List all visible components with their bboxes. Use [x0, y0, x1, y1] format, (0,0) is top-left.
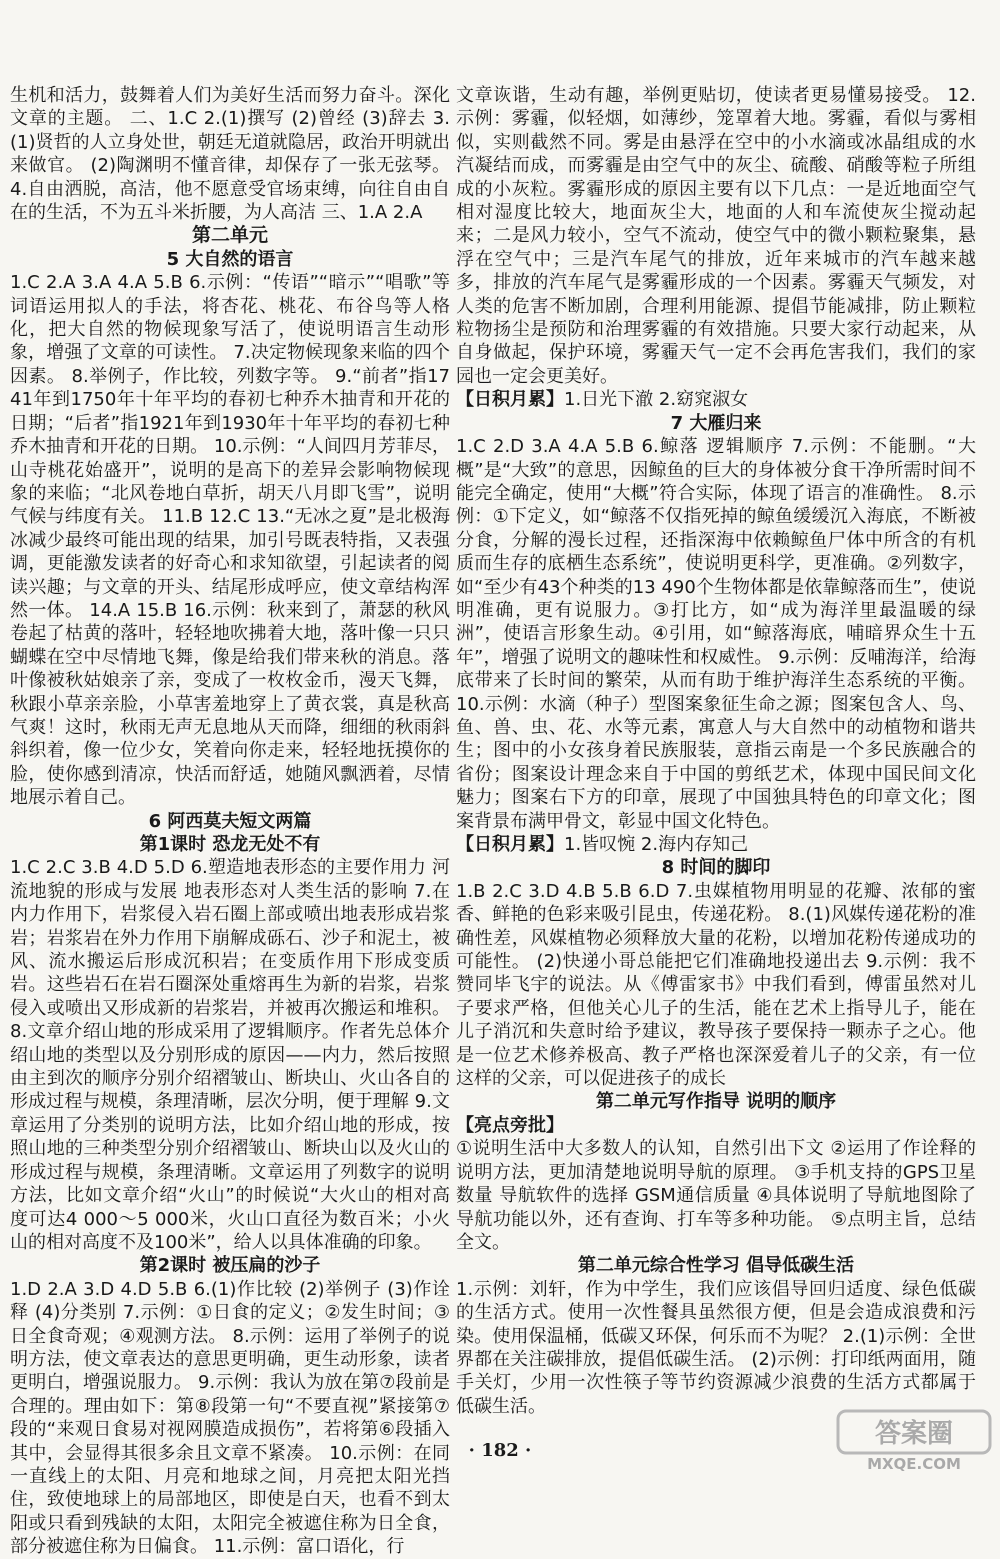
watermark-title: 答案圈: [874, 1419, 954, 1449]
daily-accumulation-1: [456, 388, 976, 411]
comprehensive-study-answers: 1.示例：刘轩，作为中学生，我们应该倡导回归适度、绿色低碳的生活方式。使用一次性餐具虽然很方便，但是会造成浪费和污染。使用保温桶，低碳又环保，何乐而不为呢？ 2.(1)示例：全世界都在关注碳排放，提倡低碳生活。 (2)示例：打印纸两面用，随手关灯，少用一次性筷子等节约资源减少浪费的生活方式都属于低碳生活。: [456, 1278, 976, 1417]
lesson6-period1-heading: 第1课时 恐龙无处不有: [139, 834, 321, 855]
lesson5-answers: 1.C 2.A 3.A 4.A 5.B 6.示例：“传语”“暗示”“唱歌”等词语运用拟人的手法，将杏花、桃花、布谷鸟等人格化，把大自然的物候现象写活了，使说明语言生动形象，增强了文章的可读性。 7.决定物候现象来临的四个因素。 8.举例子，作比较，列数字等。 9.“前者”指1741年到1750年十年平均的春初七种乔木抽青和开花的日期；“后者”指1921年到1930年十年平均的春初七种乔木抽青和开花的日期。 10.示例：“人间四月芳菲尽，山寺桃花始盛开”，说明的是高下的差异会影响物候现象的来临；“北风卷地白草折，胡天八月即飞雪”，说明气候与纬度有关。 11.B 12.C 13.“无冰之夏”是北极海冰减少最终可能出现的结果，加引号既表特指，又表强调，更能激发读者的好奇心和求知欲望，引起读者的阅读兴趣；与文章的开头、结尾形成呼应，使文章结构浑然一体。 14.A 15.B 16.示例：秋来到了，萧瑟的秋风卷起了枯黄的落叶，轻轻地吹拂着大地，落叶像一只只蝴蝶在空中尽情地飞舞，像是给我们带来秋的消息。落叶像被秋姑娘亲了亲，变成了一枚枚金币，漫天飞舞，秋跟小草亲亲脸，小草害羞地穿上了黄衣裳，真是秋高气爽！这时，秋雨无声无息地从天而降，细细的秋雨斜斜织着，像一位少女，笑着向你走来，轻轻地抚摸你的脸，使你感到清凉，快活而舒适，她随风飘洒着，尽情地展示着自己。: [10, 272, 450, 809]
highlight-notes-tag: 【亮点旁批】: [456, 1114, 564, 1136]
lesson7-answers: 1.C 2.D 3.A 4.A 5.B 6.鲸落 逻辑顺序 7.示例：不能删。“大概”是“大致”的意思，因鲸鱼的巨大的身体被分食干净所需时间不能完全确定，使用“大概”符合实际，体现了语言的准确性。 8.示例：①下定义，如“鲸落不仅指死掉的鲸鱼缓缓沉入海底，不断被分食，分解的漫长过程，还指深海中依赖鲸鱼尸体中所含的有机质而生存的底栖生态系统”，使说明更科学，更准确。②列数字，如“至少有43个种类的13 490个生物体都是依靠鲸落而生”，使说明准确，更有说服力。③打比方，如“成为海洋里最温暖的绿洲”，使语言形象生动。④引用，如“鲸落海底，哺暗界众生十五年”，增强了说明文的趣味性和权威性。 9.示例：反哺海洋，给海底带来了长时间的繁荣，从而有助于维护海洋生态系统的平衡。 10.示例：水滴（种子）型图案象征生命之源；图案包含人、鸟、鱼、兽、虫、花、水等元素，寓意人与大自然中的动植物和谐共生；图中的小女孩身着民族服装，意指云南是一个多民族融合的省份；图案设计理念来自于中国的剪纸艺术，体现中国民间文化魅力；图案右下方的印章，展现了中国独具特色的印章文化；图案背景布满甲骨文，彰显中国文化特色。: [456, 436, 976, 832]
watermark-logo: [834, 1409, 994, 1473]
lesson6-period2-answers-cont: 文章诙谐，生动有趣，举例更贴切，使读者更易懂易接受。 12.示例：雾霾，似轻烟，如薄纱，笼罩着大地。雾霾，看似与雾相似，实则截然不同。雾是由悬浮在空中的小水滴或冰晶组成的水汽凝结而成，而雾霾是由空气中的灰尘、硫酸、硝酸等粒子所组成的小灰粒。雾霾形成的原因主要有以下几点：一是近地面空气相对湿度比较大，地面灰尘大，地面的人和车流使灰尘搅动起来；二是风力较小，空气不流动，使空气中的微小颗粒聚集，悬浮在空气中；三是汽车尾气的排放，近年来城市的汽车越来越多，排放的汽车尾气是雾霾形成的一个因素。雾霾天气频发，对人类的危害不断加剧，合理利用能源、提倡节能减排，防止颗粒粒物扬尘是预防和治理雾霾的有效措施。只要大家行动起来，从自身做起，保护环境，雾霾天气一定不会再危害我们，我们的家园也一定会更美好。: [456, 85, 976, 387]
lesson8-heading: 8 时间的脚印: [661, 857, 771, 879]
daily-accumulation-text: 1.日光下澈 2.窈窕淑女: [564, 389, 749, 411]
lesson6-heading: 6 阿西莫夫短文两篇: [148, 810, 312, 832]
daily-accumulation-text: 1.皆叹惋 2.海内存知己: [564, 834, 749, 855]
lesson6-period2-answers: 1.D 2.A 3.D 4.D 5.B 6.(1)作比较 (2)举例子 (3)作诠释 (4)分类别 7.示例：①日食的定义；②发生时间；③日全食奇观；④观测方法。 8.示例：运用了举例子的说明方法，使文章表达的意思更明确，更生动形象，读者更明白，增强说服力。 9.示例：我认为放在第⑦段前是合理的。理由如下：第⑧段第一句“不要直视”紧接第⑦段的“来观日食易对视网膜造成损伤”，若将第⑥段插入其中，会显得其很多余且文章不紧凑。 10.示例：在同一直线上的太阳、月亮和地球之间，月亮把太阳光挡住，致使地球上的局部地区，即使是白天，也看不到太阳或只看到残缺的太阳，太阳完全被遮住称为日全食，部分被遮住称为日偏食。 11.示例：富口语化，行: [10, 1278, 450, 1558]
unit1-answers-tail: 生机和活力，鼓舞着人们为美好生活而努力奋斗。深化文章的主题。 二、1.C 2.(1)撰写 (2)曾经 (3)辞去 3.(1)贤哲的人立身处世，朝廷无道就隐居，政治开明就出来做官。 (2)陶渊明不懂音律，却保存了一张无弦琴。 4.自由洒脱，高洁，他不愿意受官场束缚，向往自由自在的生活，不为五斗米折腰，为人高洁 三、1.A 2.A: [10, 85, 450, 224]
right-column: [456, 84, 976, 1418]
lesson6-period2-heading: 第2课时 被压扁的沙子: [139, 1255, 321, 1277]
daily-accumulation-2: [456, 833, 976, 856]
lesson7-heading: 7 大雁归来: [670, 412, 762, 434]
comprehensive-study-heading: 第二单元综合性学习 倡导低碳生活: [577, 1255, 855, 1277]
lesson6-period1-answers: 1.C 2.C 3.B 4.D 5.D 6.塑造地表形态的主要作用力 河流地貌的形成与发展 地表形态对人类生活的影响 7.在内力作用下，岩浆侵入岩石圈上部或喷出地表形成岩浆岩；岩浆岩在外力作用下崩解成砾石、沙子和泥土，被风、流水搬运后形成沉积岩；在变质作用下形成变质岩。这些岩石在岩石圈深处重熔再生为新的岩浆，岩浆侵入或喷出又形成新的岩浆岩，并被再次搬运和堆积。 8.文章介绍山地的形成采用了逻辑顺序。作者先总体介绍山地的类型以及分别形成的原因——内力，然后按照由主到次的顺序分别介绍褶皱山、断块山、火山各自的形成过程与规模，条理清晰，层次分明，便于理解 9.文章运用了分类别的说明方法，比如介绍山地的形成，按照山地的三种类型分别介绍褶皱山、断块山以及火山的形成过程与规模，条理清晰。文章运用了列数字的说明方法，比如文章介绍“火山”的时候说“大火山的相对高度可达4 000～5 000米，火山口直径为数百米；小火山的相对高度不及100米”，给人以具体准确的印象。: [10, 857, 450, 1253]
watermark-url: MXQE.COM: [867, 1455, 961, 1473]
left-column: [10, 84, 450, 1559]
lesson5-heading: 5 大自然的语言: [166, 248, 294, 270]
highlight-notes: ①说明生活中大多数人的认知，自然引出下文 ②运用了作诠释的说明方法，更加清楚地说明导航的原理。 ③手机支持的GPS卫星数量 导航软件的选择 GSM通信质量 ④具体说明了导航地图除了导航功能以外，还有查询、打车等多种功能。 ⑤点明主旨，总结全文。: [456, 1138, 976, 1253]
unit2-heading: 第二单元: [191, 224, 268, 247]
lesson8-answers: 1.B 2.C 3.D 4.B 5.B 6.D 7.虫媒植物用明显的花瓣、浓郁的蜜香、鲜艳的色彩来吸引昆虫，传递花粉。 8.(1)风媒传递花粉的准确性差，风媒植物必须释放大量的花粉，以增加花粉传递成功的可能性。 (2)快递小哥总能把它们准确地投递出去 9.示例：我不赞同毕飞宇的说法。从《傅雷家书》中我们看到，傅雷虽然对儿子要求严格，但他关心儿子的生活，能在艺术上指导儿子，能在儿子消沉和失意时给予建议，教导孩子要保持一颗赤子之心。他是一位艺术修养极高、教子严格也深深爱着儿子的父亲，有一位这样的父亲，可以促进孩子的成长: [456, 880, 976, 1090]
daily-accumulation-tag: 【日积月累】: [456, 834, 564, 855]
writing-guide-heading: 第二单元写作指导 说明的顺序: [595, 1091, 837, 1113]
page-number: · 182 ·: [468, 1440, 532, 1461]
daily-accumulation-tag: 【日积月累】: [456, 389, 564, 411]
